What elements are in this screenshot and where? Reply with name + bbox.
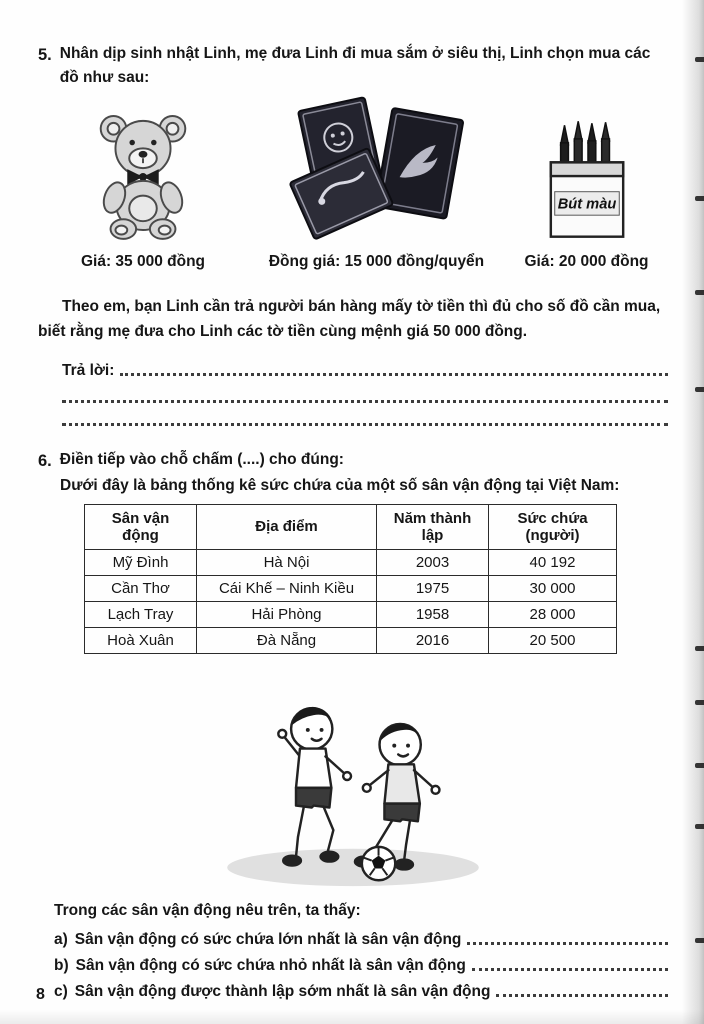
- question-c-label: c): [54, 982, 68, 1000]
- table-cell: Cần Thơ: [85, 575, 197, 601]
- product-images-row: [38, 95, 668, 271]
- question-c: [54, 975, 668, 1001]
- conclusion-intro: Trong các sân vận động nêu trên, ta thấy:: [54, 901, 361, 919]
- problem-5-number: 5.: [38, 46, 52, 64]
- dotted-leader: [120, 373, 668, 376]
- table-cell: Đà Nẵng: [197, 627, 377, 653]
- problem-6-number: 6.: [38, 451, 52, 470]
- scan-mark: [695, 57, 704, 62]
- scan-mark: [695, 700, 704, 705]
- scan-bottom-shadow: [0, 1010, 704, 1024]
- table-row: [85, 575, 617, 601]
- table-cell: Hoà Xuân: [85, 627, 197, 653]
- crayon-box-illustration: [543, 115, 631, 243]
- problem-5-question: Theo em, bạn Linh cần trả người bán hàng mấy tờ tiền thì đủ cho số đồ cần mua, biết rằng mẹ đưa cho Linh các tờ tiền cùng mệnh giá 50 000 đồng.: [38, 297, 661, 340]
- problem-5-intro: Nhân dịp sinh nhật Linh, mẹ đưa Linh đi mua sắm ở siêu thị, Linh chọn mua các đồ như sau:: [59, 45, 651, 87]
- soccer-illustration-wrap: [38, 668, 668, 894]
- problem-6-intro: Điền tiếp vào chỗ chấm (....) cho đúng:: [59, 450, 344, 468]
- teddy-bear-illustration: [84, 103, 202, 243]
- question-a-text: Sân vận động có sức chứa lớn nhất là sân vận động: [74, 930, 462, 948]
- price-caption-teddy: Giá: 35 000 đồng: [80, 252, 206, 270]
- price-caption-books: Đồng giá: 15 000 đồng/quyển: [268, 252, 485, 270]
- soccer-ball-icon: [362, 846, 395, 879]
- dotted-answer-row: [62, 380, 668, 403]
- page-content: [38, 42, 668, 1001]
- answer-line: [62, 355, 668, 380]
- table-cell: 2003: [377, 549, 489, 575]
- table-cell: Hải Phòng: [197, 601, 377, 627]
- problem-5-statement: [38, 42, 668, 91]
- question-b-text: Sân vận động có sức chứa nhỏ nhất là sân vận động: [75, 956, 466, 974]
- question-a: [54, 923, 668, 949]
- scan-mark: [695, 387, 704, 392]
- scan-mark: [695, 763, 704, 768]
- table-cell: Cái Khế – Ninh Kiều: [197, 575, 377, 601]
- problem-6-statement: [38, 448, 668, 474]
- table-cell: 1975: [377, 575, 489, 601]
- table-cell: 40 192: [489, 549, 617, 575]
- page-number: 8: [36, 986, 45, 1003]
- table-row: [85, 601, 617, 627]
- soccer-kids-illustration: [183, 668, 523, 894]
- scan-mark: [695, 938, 704, 943]
- problem-6-subtitle: Dưới đây là bảng thống kê sức chứa của một số sân vận động tại Việt Nam:: [60, 476, 620, 494]
- crayon-box-label: Bút màu: [557, 196, 616, 213]
- table-cell: 1958: [377, 601, 489, 627]
- scan-mark: [695, 290, 704, 295]
- table-cell: Lạch Tray: [85, 601, 197, 627]
- scan-mark: [695, 196, 704, 201]
- product-books: [249, 95, 504, 271]
- table-cell: 30 000: [489, 575, 617, 601]
- table-cell: 2016: [377, 627, 489, 653]
- table-cell: Hà Nội: [197, 549, 377, 575]
- dotted-leader: [496, 994, 668, 997]
- scan-mark: [695, 824, 704, 829]
- table-row: [85, 627, 617, 653]
- table-header: Sức chứa (người): [489, 504, 617, 549]
- scan-mark: [695, 646, 704, 651]
- dotted-leader: [467, 942, 668, 945]
- product-crayon-box: [505, 115, 668, 271]
- stadium-table: [84, 504, 617, 654]
- dotted-answer-row: [62, 403, 668, 426]
- product-teddy-bear: [38, 103, 248, 271]
- books-illustration: [287, 95, 467, 243]
- question-c-text: Sân vận động được thành lập sớm nhất là sân vận động: [74, 982, 491, 1000]
- table-header-row: [85, 504, 617, 549]
- answer-label: Trả lời:: [62, 361, 115, 379]
- table-cell: 28 000: [489, 601, 617, 627]
- table-cell: 20 500: [489, 627, 617, 653]
- table-header: Địa điểm: [197, 504, 377, 549]
- table-row: [85, 549, 617, 575]
- question-a-label: a): [54, 930, 68, 948]
- dotted-leader: [472, 968, 668, 971]
- question-b: [54, 949, 668, 975]
- table-header: Sân vận động: [85, 504, 197, 549]
- scan-edge-shadow: [682, 0, 704, 1024]
- price-caption-crayons: Giá: 20 000 đồng: [524, 252, 649, 270]
- table-header: Năm thành lập: [377, 504, 489, 549]
- question-b-label: b): [54, 956, 69, 974]
- table-cell: Mỹ Đình: [85, 549, 197, 575]
